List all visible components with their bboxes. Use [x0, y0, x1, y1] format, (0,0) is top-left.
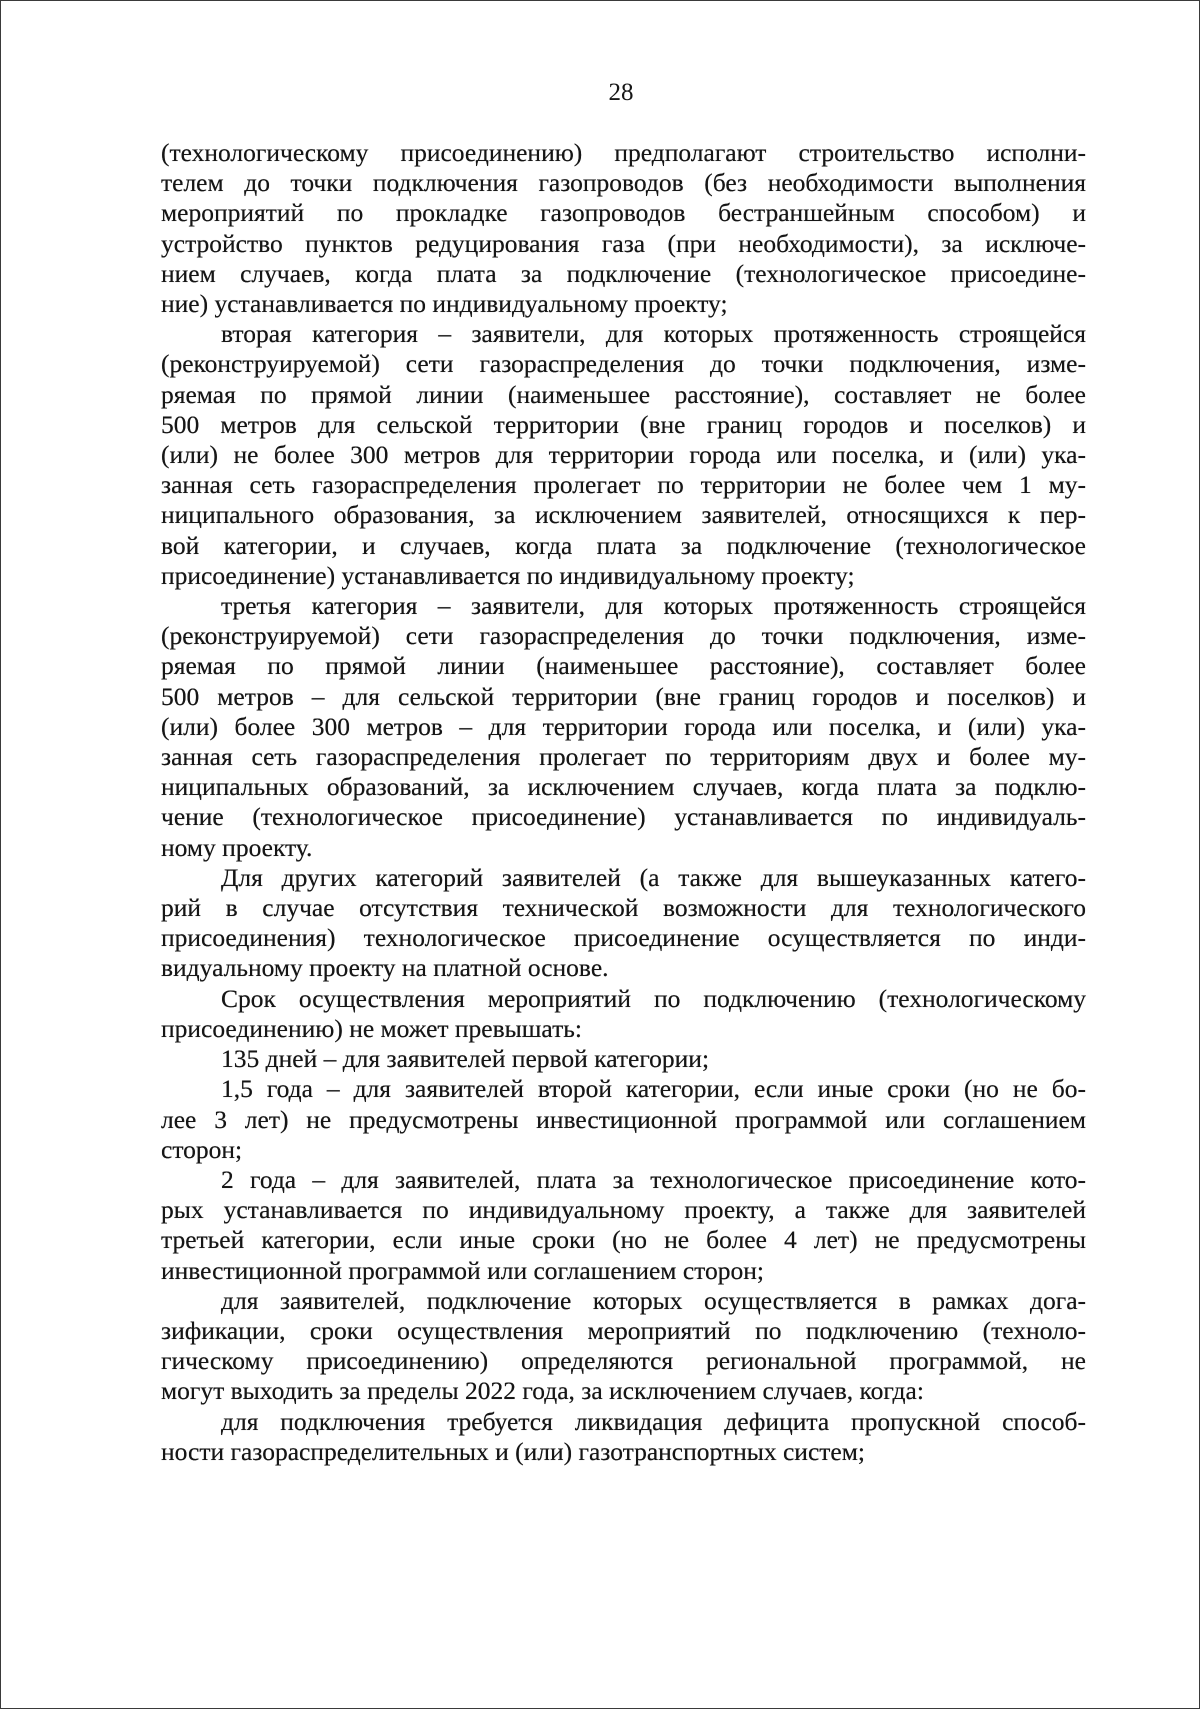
text-line: присоединение) устанавливается по индивидуальному проекту; [161, 560, 855, 590]
text-line: присоединения) технологическое присоединение осуществляется по инди- [161, 923, 1086, 953]
text-line: ниципальных образований, за исключением случаев, когда плата за подклю- [161, 772, 1086, 802]
document-body [161, 138, 1086, 1467]
paragraph [161, 1044, 1086, 1074]
text-line: чение (технологическое присоединение) устанавливается по индивидуаль- [161, 802, 1086, 832]
text-line: сторон; [161, 1134, 243, 1164]
text-line: ному проекту. [161, 832, 313, 862]
text-line: ности газораспределительных и (или) газотранспортных систем; [161, 1436, 865, 1466]
text-line: зификации, сроки осуществления мероприятий по подключению (техноло- [161, 1315, 1086, 1345]
text-line: видуальному проекту на платной основе. [161, 953, 609, 983]
page-number: 28 [608, 79, 634, 106]
text-line: мероприятий по прокладке газопроводов бестраншейным способом) и [161, 198, 1086, 228]
paragraph [161, 138, 1086, 319]
paragraph [161, 591, 1086, 863]
text-line: третья категория – заявители, для которых протяженность строящейся [221, 591, 1086, 621]
text-line: для заявителей, подключение которых осуществляется в рамках дога- [221, 1285, 1086, 1315]
text-line: 1,5 года – для заявителей второй категории, если иные сроки (но не бо- [221, 1074, 1086, 1104]
text-line: 500 метров – для сельской территории (вне границ городов и поселков) и [161, 681, 1086, 711]
text-line: присоединению) не может превышать: [161, 1013, 582, 1043]
paragraph [161, 319, 1086, 591]
text-line: (или) не более 300 метров для территории города или поселка, и (или) ука- [161, 440, 1086, 470]
text-line: могут выходить за пределы 2022 года, за исключением случаев, когда: [161, 1376, 924, 1406]
text-line: вой категории, и случаев, когда плата за подключение (технологическое [161, 530, 1086, 560]
text-line: гическому присоединению) определяются региональной программой, не [161, 1346, 1086, 1376]
text-line: (технологическому присоединению) предполагают строительство исполни- [161, 138, 1086, 167]
text-line: ние) устанавливается по индивидуальному проекту; [161, 289, 728, 319]
text-line: лее 3 лет) не предусмотрены инвестиционной программой или соглашением [161, 1104, 1086, 1134]
text-line: вторая категория – заявители, для которых протяженность строящейся [221, 319, 1086, 349]
paragraph [161, 1286, 1086, 1407]
text-line: ниципального образования, за исключением заявителей, относящихся к пер- [161, 500, 1086, 530]
paragraph [161, 1165, 1086, 1286]
paragraph [161, 984, 1086, 1044]
text-line: Срок осуществления мероприятий по подключению (технологическому [221, 983, 1086, 1013]
text-line: рий в случае отсутствия технической возможности для технологического [161, 893, 1086, 923]
text-line: третьей категории, если иные сроки (но не более 4 лет) не предусмотрены [161, 1225, 1086, 1255]
paragraph [161, 1407, 1086, 1467]
paragraph [161, 863, 1086, 984]
text-line: нием случаев, когда плата за подключение (технологическое присоедине- [161, 258, 1086, 288]
text-line: ряемая по прямой линии (наименьшее расстояние), составляет не более [161, 379, 1086, 409]
text-line: ряемая по прямой линии (наименьшее расстояние), составляет более [161, 651, 1086, 681]
text-line: инвестиционной программой или соглашением сторон; [161, 1255, 764, 1285]
text-line: занная сеть газораспределения пролегает по территории не более чем 1 му- [161, 470, 1086, 500]
text-line: 2 года – для заявителей, плата за технологическое присоединение кото- [221, 1164, 1086, 1194]
text-line: (реконструируемой) сети газораспределения до точки подключения, изме- [161, 349, 1086, 379]
paragraph [161, 1074, 1086, 1165]
text-line: устройство пунктов редуцирования газа (при необходимости), за исключе- [161, 228, 1086, 258]
text-line: телем до точки подключения газопроводов (без необходимости выполнения [161, 168, 1086, 198]
text-line: (реконструируемой) сети газораспределения до точки подключения, изме- [161, 621, 1086, 651]
text-line: 135 дней – для заявителей первой категории; [221, 1044, 710, 1074]
text-line: рых устанавливается по индивидуальному проекту, а также для заявителей [161, 1195, 1086, 1225]
text-line: Для других категорий заявителей (а также для вышеуказанных катего- [221, 862, 1086, 892]
text-line: 500 метров для сельской территории (вне границ городов и поселков) и [161, 409, 1086, 439]
text-line: для подключения требуется ликвидация дефицита пропускной способ- [221, 1406, 1086, 1436]
text-line: (или) более 300 метров – для территории города или поселка, и (или) ука- [161, 711, 1086, 741]
text-line: занная сеть газораспределения пролегает по территориям двух и более му- [161, 742, 1086, 772]
